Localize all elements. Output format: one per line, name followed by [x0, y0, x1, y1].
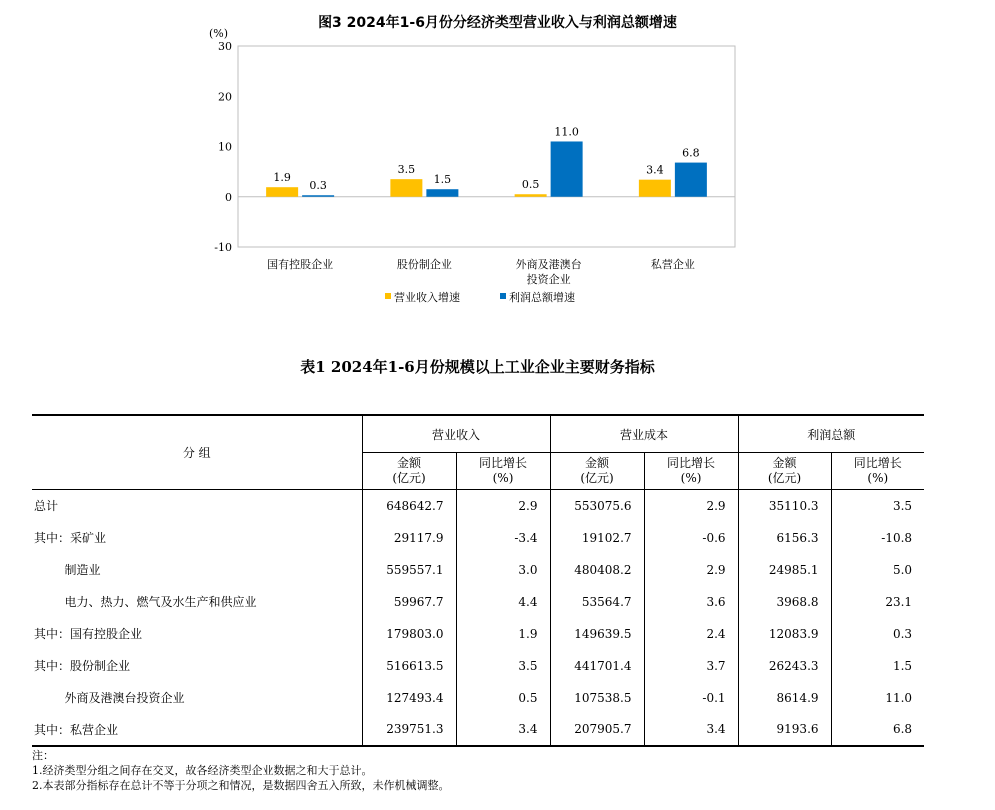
growth-cell: 3.4	[644, 714, 738, 746]
legend-swatch	[385, 293, 391, 299]
growth-cell: 3.6	[644, 586, 738, 618]
legend-label: 利润总额增速	[509, 291, 575, 304]
legend-swatch	[500, 293, 506, 299]
growth-cell: -0.1	[644, 682, 738, 714]
amount-cell: 179803.0	[362, 618, 456, 650]
growth-cell: 3.7	[644, 650, 738, 682]
table-title: 表1 2024年1-6月份规模以上工业企业主要财务指标	[300, 358, 655, 376]
growth-cell: 0.5	[456, 682, 550, 714]
amount-cell: 53564.7	[550, 586, 644, 618]
data-label: 3.5	[397, 163, 416, 177]
table-row	[32, 682, 924, 714]
legend-label: 营业收入增速	[394, 291, 460, 304]
amount-cell: 24985.1	[738, 554, 831, 586]
table-row	[32, 522, 924, 554]
amount-cell: 516613.5	[362, 650, 456, 682]
bar-profit	[426, 189, 458, 197]
growth-cell: -10.8	[831, 522, 924, 554]
y-tick-label: 0	[225, 190, 232, 204]
bar-revenue	[266, 187, 298, 197]
bar-profit	[302, 195, 334, 197]
data-label: 11.0	[554, 125, 579, 139]
row-label: 其中：国有控股企业	[34, 627, 143, 641]
data-label: 1.9	[273, 171, 291, 185]
cost-header: 营业成本	[550, 415, 738, 453]
financial-indicators-table	[32, 414, 924, 747]
growth-cell: 2.4	[644, 618, 738, 650]
y-tick-label: 30	[218, 40, 232, 53]
bar-revenue	[639, 180, 671, 197]
amount-cell: 441701.4	[550, 650, 644, 682]
table-row	[32, 490, 924, 522]
amount-cell: 19102.7	[550, 522, 644, 554]
row-label: 外商及港澳台投资企业	[34, 691, 185, 705]
amount-cell: 559557.1	[362, 554, 456, 586]
amount-cell: 149639.5	[550, 618, 644, 650]
bar-revenue	[515, 194, 547, 197]
profit-header: 利润总额	[738, 415, 924, 453]
chart-title: 图3 2024年1-6月份分经济类型营业收入与利润总额增速	[318, 15, 677, 31]
amount-header: 金额 (亿元)	[550, 453, 644, 490]
growth-cell: 2.9	[456, 490, 550, 522]
growth-cell: 3.5	[831, 490, 924, 522]
data-label: 6.8	[682, 146, 700, 160]
revenue-header: 营业收入	[362, 415, 550, 453]
growth-cell: 3.0	[456, 554, 550, 586]
growth-cell: 2.9	[644, 554, 738, 586]
amount-cell: 553075.6	[550, 490, 644, 522]
growth-header: 同比增长 (%)	[831, 453, 924, 490]
growth-cell: 3.5	[456, 650, 550, 682]
amount-cell: 3968.8	[738, 586, 831, 618]
x-category-label: 股份制企业	[396, 258, 452, 271]
row-label: 其中：股份制企业	[34, 659, 131, 673]
amount-cell: 127493.4	[362, 682, 456, 714]
amount-cell: 9193.6	[738, 714, 831, 746]
growth-cell: 3.4	[456, 714, 550, 746]
bar-profit	[675, 163, 707, 197]
x-category-label: 投资企业	[526, 273, 571, 286]
growth-cell: 5.0	[831, 554, 924, 586]
growth-cell: -0.6	[644, 522, 738, 554]
growth-cell: -3.4	[456, 522, 550, 554]
data-label: 1.5	[433, 173, 452, 187]
y-axis-label: (%)	[208, 27, 228, 40]
table-row	[32, 554, 924, 586]
x-category-label: 外商及港澳台	[515, 258, 582, 271]
amount-cell: 207905.7	[550, 714, 644, 746]
data-label: 3.4	[646, 163, 664, 177]
notes-label: 注：	[32, 749, 54, 762]
growth-cell: 23.1	[831, 586, 924, 618]
amount-header: 金额 (亿元)	[738, 453, 831, 490]
row-label: 制造业	[34, 563, 101, 577]
amount-cell: 26243.3	[738, 650, 831, 682]
row-label: 其中：采矿业	[34, 531, 107, 545]
growth-cell: 2.9	[644, 490, 738, 522]
note-1: 1.经济类型分组之间存在交叉，故各经济类型企业数据之和大于总计。	[32, 764, 373, 777]
amount-cell: 107538.5	[550, 682, 644, 714]
amount-cell: 29117.9	[362, 522, 456, 554]
amount-cell: 239751.3	[362, 714, 456, 746]
table-row	[32, 714, 924, 746]
growth-cell: 1.9	[456, 618, 550, 650]
plot-area-border	[238, 46, 735, 247]
x-category-label: 私营企业	[650, 258, 695, 271]
y-tick-label: 20	[218, 90, 232, 104]
data-label: 0.5	[521, 178, 540, 192]
growth-header: 同比增长 (%)	[456, 453, 550, 490]
row-label: 总计	[34, 499, 59, 514]
amount-cell: 59967.7	[362, 586, 456, 618]
amount-header: 金额 (亿元)	[362, 453, 456, 490]
group-header: 分 组	[32, 415, 362, 490]
growth-cell: 1.5	[831, 650, 924, 682]
row-label: 其中：私营企业	[32, 714, 362, 746]
data-label: 0.3	[309, 179, 327, 193]
x-category-label: 国有控股企业	[267, 258, 334, 271]
amount-cell: 648642.7	[362, 490, 456, 522]
amount-cell: 6156.3	[738, 522, 831, 554]
row-label: 电力、热力、燃气及水生产和供应业	[34, 595, 257, 609]
growth-cell: 0.3	[831, 618, 924, 650]
growth-cell: 6.8	[831, 714, 924, 746]
note-2: 2.本表部分指标存在总计不等于分项之和情况，是数据四舍五入所致，未作机械调整。	[32, 779, 450, 792]
y-tick-label: -10	[214, 241, 232, 254]
bar-profit	[551, 141, 583, 196]
bar-chart	[0, 0, 995, 330]
growth-cell: 11.0	[831, 682, 924, 714]
amount-cell: 35110.3	[738, 490, 831, 522]
amount-cell: 12083.9	[738, 618, 831, 650]
table-notes	[32, 748, 450, 793]
amount-cell: 8614.9	[738, 682, 831, 714]
table-row	[32, 586, 924, 618]
y-tick-label: 10	[218, 140, 232, 154]
amount-cell: 480408.2	[550, 554, 644, 586]
bar-revenue	[390, 179, 422, 197]
growth-cell: 4.4	[456, 586, 550, 618]
table-row	[32, 650, 924, 682]
table-row	[32, 618, 924, 650]
growth-header: 同比增长 (%)	[644, 453, 738, 490]
